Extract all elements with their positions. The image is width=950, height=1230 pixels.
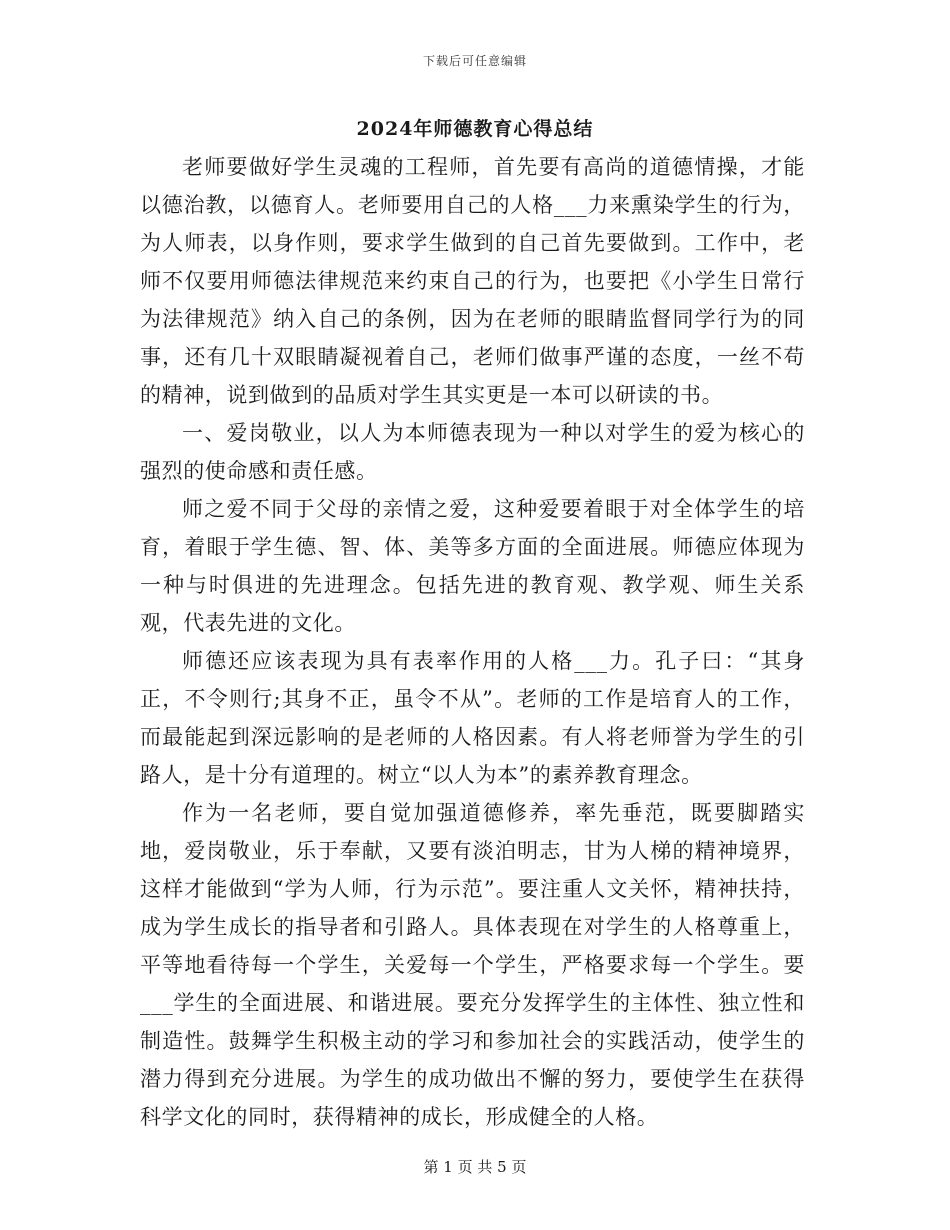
paragraph-4: 师德还应该表现为具有表率作用的人格___力。孔子曰：“其身正，不令则行;其身不正，虽令不从”。老师的工作是培育人的工作，而最能起到深远影响的是老师的人格因素。有人将老师誉为学生的引路人，是十分有道理的。树立“以人为本”的素养教育理念。 xyxy=(140,649,805,787)
paragraph-3: 师之爱不同于父母的亲情之爱，这种爱要着眼于对全体学生的培育，着眼于学生德、智、体、美等多方面的全面进展。师德应体现为一种与时俱进的先进理念。包括先进的教育观、教学观、师生关系观，代表先进的文化。 xyxy=(140,497,805,635)
paragraph-2: 一、爱岗敬业，以人为本师德表现为一种以对学生的爱为核心的强烈的使命感和责任感。 xyxy=(140,421,805,483)
document-title: 2024年师德教育心得总结 xyxy=(356,118,594,140)
paragraph-1: 老师要做好学生灵魂的工程师，首先要有高尚的道德情操，才能以德治教，以德育人。老师要用自己的人格___力来熏染学生的行为，为人师表，以身作则，要求学生做到的自己首先要做到。工作中，老师不仅要用师德法律规范来约束自己的行为，也要把《小学生日常行为法律规范》纳入自己的条例，因为在老师的眼睛监督同学行为的同事，还有几十双眼睛凝视着自己，老师们做事严谨的态度，一丝不苟的精神，说到做到的品质对学生其实更是一本可以研读的书。 xyxy=(140,155,805,407)
page-footer: 第 1 页 共 5 页 xyxy=(423,1158,527,1176)
paragraph-5: 作为一名老师，要自觉加强道德修养，率先垂范，既要脚踏实地，爱岗敬业，乐于奉献，又要有淡泊明志，甘为人梯的精神境界，这样才能做到“学为人师，行为示范”。要注重人文关怀，精神扶持，成为学生成长的指导者和引路人。具体表现在对学生的人格尊重上，平等地看待每一个学生，关爱每一个学生，严格要求每一个学生。要___学生的全面进展、和谐进展。要充分发挥学生的主体性、独立性和制造性。鼓舞学生积极主动的学习和参加社会的实践活动，使学生的潜力得到充分进展。为学生的成功做出不懈的努力，要使学生在获得科学文化的同时，获得精神的成长，形成健全的人格。 xyxy=(140,801,805,1129)
header-note: 下载后可任意编辑 xyxy=(422,54,527,68)
document-body xyxy=(140,148,805,1136)
